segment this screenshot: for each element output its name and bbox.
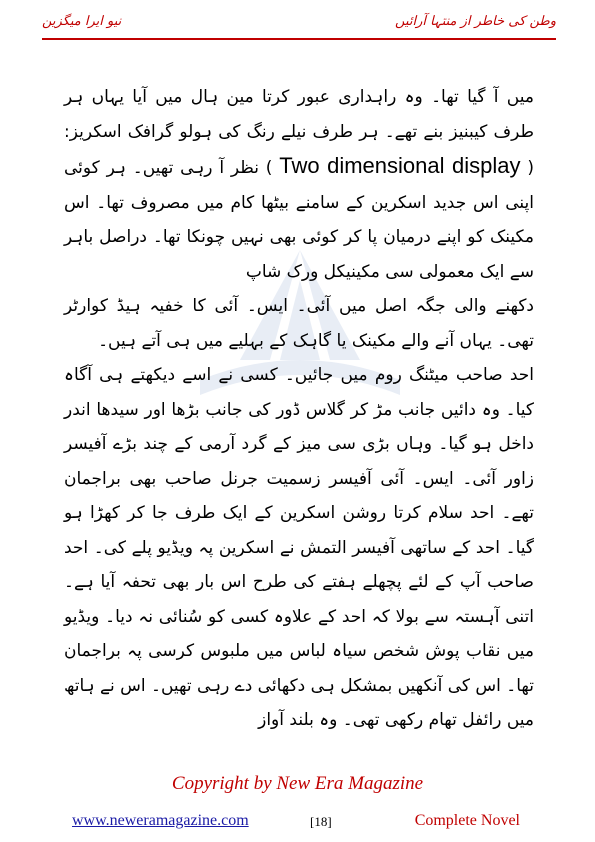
paragraph: دکھنے والی جگہ اصل میں آئی۔ ایس۔ آئی کا خفیہ ہیڈ کوارٹر تھی۔ یہاں آنے والے مکینک یا گاہک کے بہلیے میں ہی آتے ہیں۔ [64, 296, 534, 351]
paragraph-text: ) نظر آ رہی تھیں۔ ہر کوئی اپنی اس جدید اسکرین کے سامنے بیٹھا کام میں مصروف تھا۔ اس مکینک کو اپنے درمیان پا کر کوئی بھی نہیں چونکا تھا۔ دراصل باہر سے ایک معمولی سی مکینیکل ورک شاپ [64, 158, 534, 282]
page-header [42, 12, 556, 40]
footer-label: Complete Novel [414, 812, 520, 829]
copyright-notice: Copyright by New Era Magazine [171, 773, 424, 794]
page-footer [72, 812, 520, 836]
paragraph: احد صاحب میٹنگ روم میں جائیں۔ کسی نے اسے دیکھتے ہی آگاہ کیا۔ وہ دائیں جانب مڑ کر گلاس ڈور کی جانب بڑھا اور سیدھا اندر داخل ہو گیا۔ وہاں بڑی سی میز کے گرد آرمی کے چند بڑے آفیسر زاور آئی۔ ایس۔ آئی آفیسر زسمیت جرنل صاحب بھی براجمان تھے۔ احد سلام کرتا روشن اسکرین کے ایک طرف جا کر کھڑا ہو گیا۔ احد کے ساتھی آفیسر التمش نے اسکرین پہ ویڈیو پلے کی۔ احد صاحب آپ کے لئے پچھلے ہفتے کی طرح اس بار بھی تحفہ آیا ہے۔ اتنی آہستہ سے بولا کہ احد کے علاوہ کسی کو سُنائی نہ دیا۔ ویڈیو میں نقاب پوش شخص سیاہ لباس میں ملبوس کرسی پہ براجمان تھا۔ اس کی آنکھیں بمشکل ہی دکھائی دے رہی تھیں۔ اس نے ہاتھ میں رائفل تھام رکھی تھی۔ وہ بلند آواز [64, 365, 534, 730]
english-term: Two dimensional display [279, 153, 521, 178]
novel-text [64, 80, 534, 738]
paragraph [64, 80, 534, 289]
paragraph-text: میں آ گیا تھا۔ وہ راہداری عبور کرتا مین ہال میں آیا یہاں ہر طرف کیبنیز بنے تھے۔ ہر طرف نیلے رنگ کی ہولو گرافک اسکریز: ( [64, 87, 534, 178]
page-number: [18] [310, 814, 332, 829]
novel-title: وطن کی خاطر از منتہا آرائیں [395, 14, 556, 29]
magazine-name: نیو ایرا میگزین [42, 14, 122, 29]
website-link[interactable]: www.neweramagazine.com [72, 812, 249, 829]
